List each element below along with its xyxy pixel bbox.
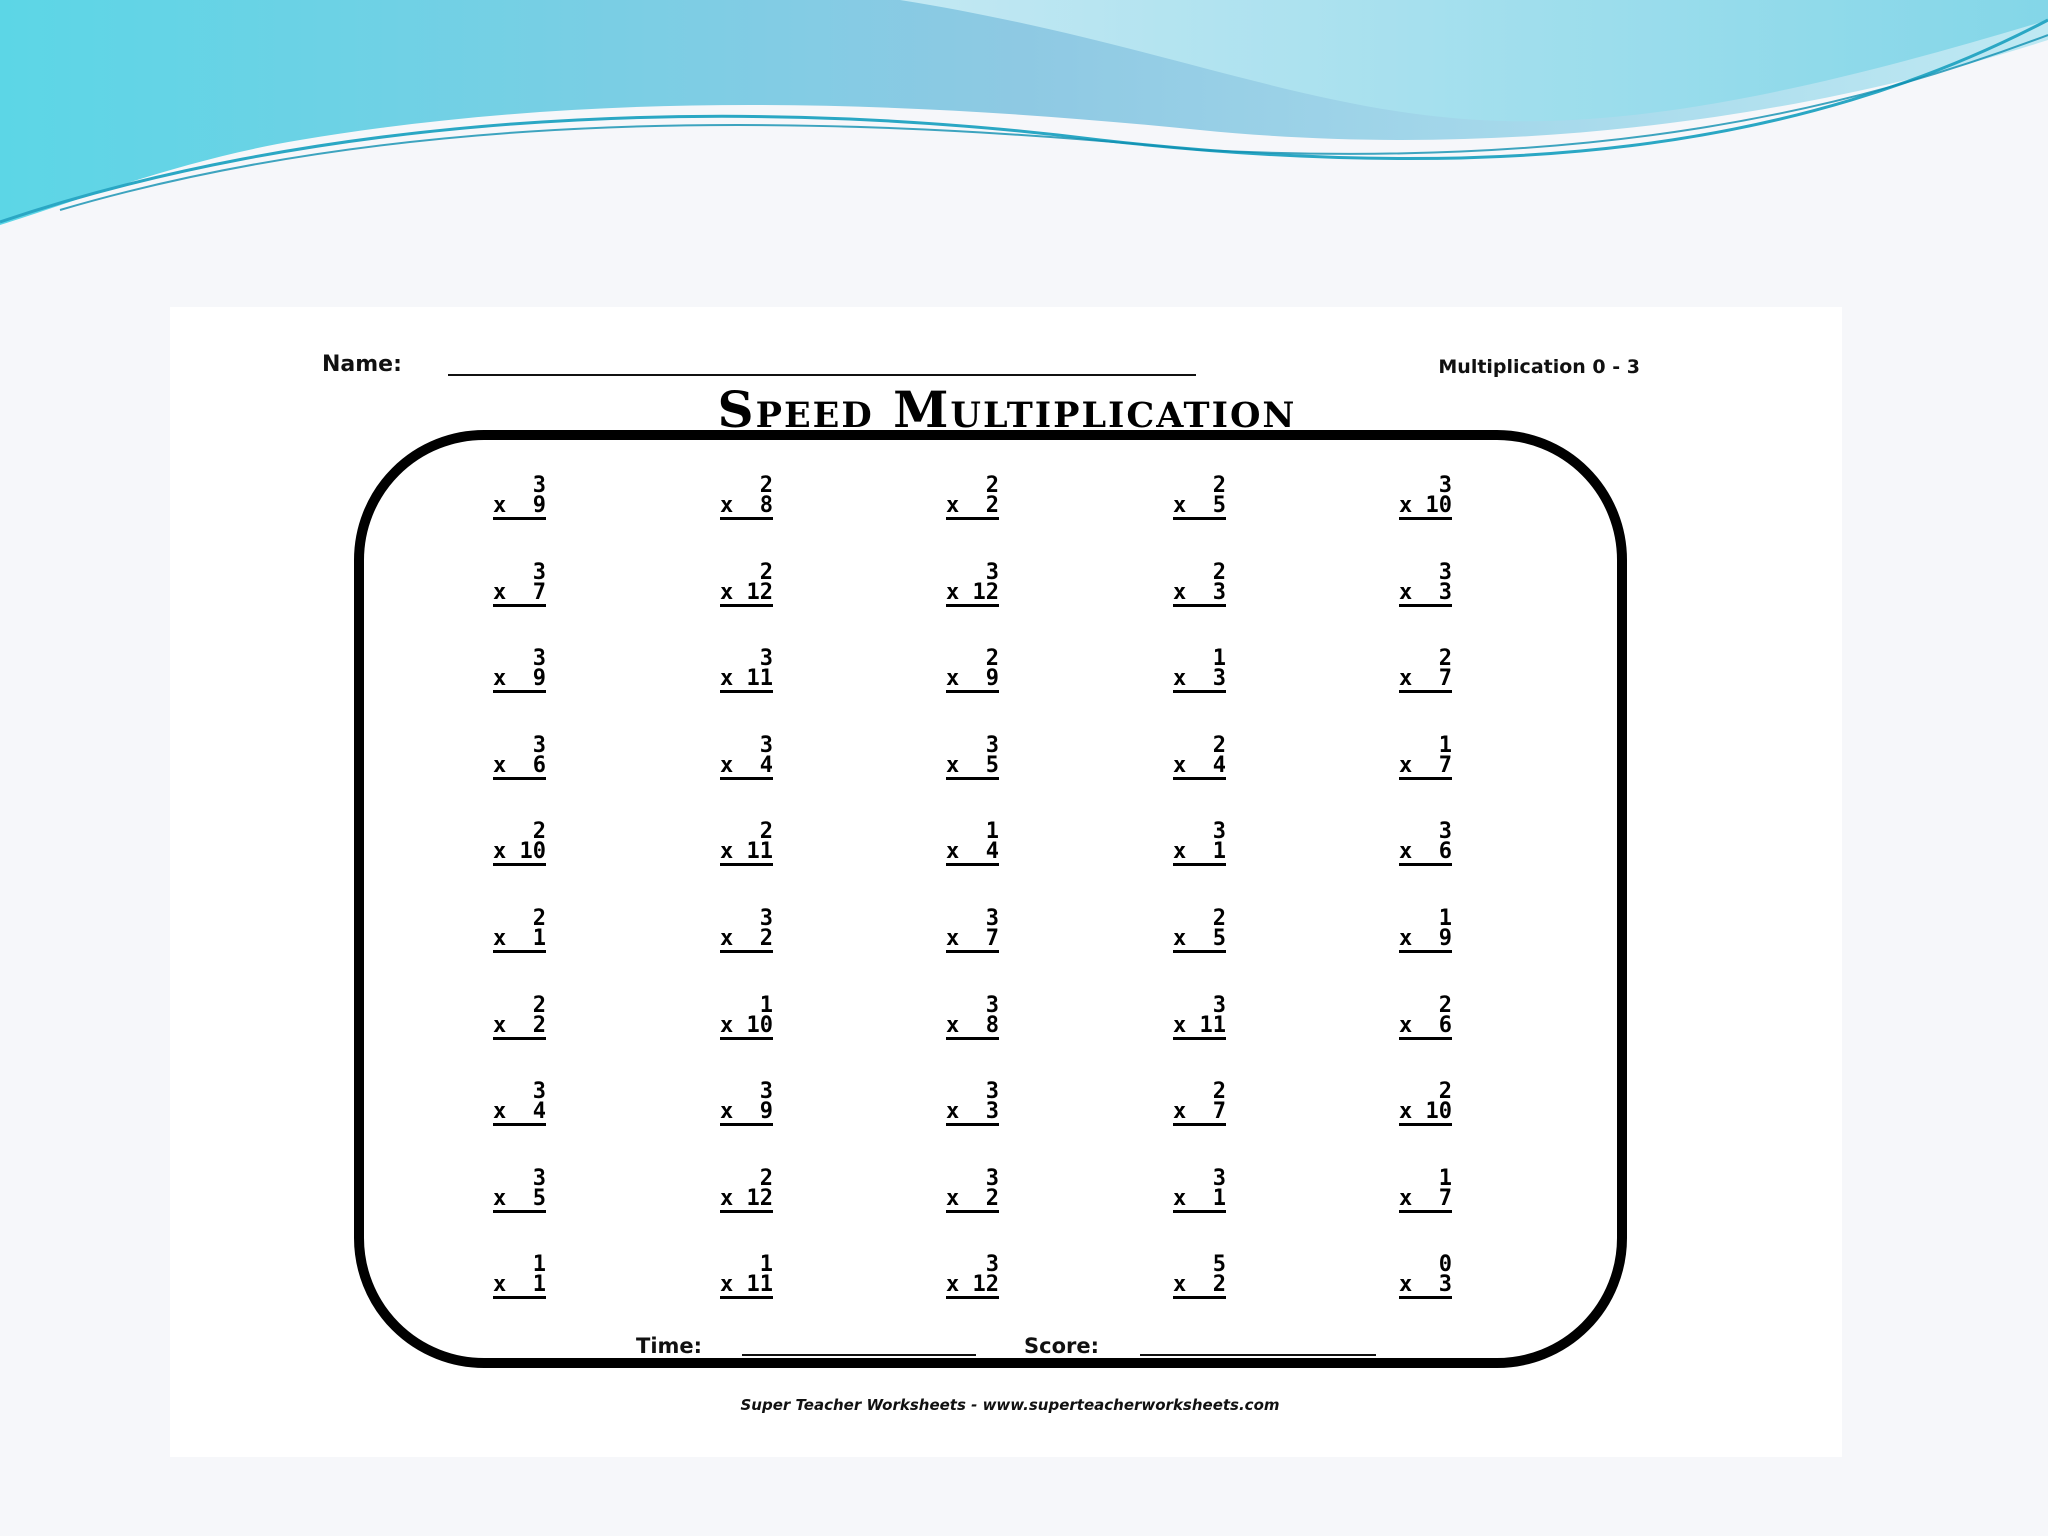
problem-3-3 (909, 646, 999, 693)
multiplicand: 3 (985, 906, 999, 931)
problem-10-2 (683, 1252, 773, 1299)
multiplicand: 2 (985, 646, 999, 672)
problem-6-1 (456, 906, 546, 953)
multiplicand: 1 (532, 1252, 546, 1278)
multiplicand: 1 (1438, 1165, 1452, 1191)
multiplier: x 3 (1399, 579, 1452, 605)
problem-3-4 (1136, 646, 1226, 693)
problem-4-4 (1136, 732, 1226, 780)
multiplier: x 3 (1173, 666, 1226, 692)
multiplicand: 2 (1212, 732, 1226, 758)
problem-9-5 (1362, 1165, 1452, 1213)
score-label: Score: (1024, 1334, 1099, 1358)
name-field-line (448, 374, 1196, 376)
multiplier: x 4 (493, 1099, 546, 1125)
multiplier: x 4 (946, 839, 999, 865)
multiplicand: 2 (532, 992, 546, 1018)
multiplicand: 2 (1438, 1079, 1452, 1105)
problem-7-1 (456, 992, 546, 1040)
multiplicand: 1 (1438, 732, 1452, 758)
multiplicand: 2 (1438, 646, 1452, 672)
multiplier: x 2 (946, 493, 999, 518)
multiplicand: 2 (532, 819, 546, 845)
multiplicand: 1 (759, 992, 773, 1018)
multiplier: x 5 (1173, 926, 1226, 951)
multiplier: x 7 (1399, 752, 1452, 778)
multiplier: x 10 (720, 1012, 773, 1038)
problem-3-5 (1362, 646, 1452, 693)
problem-1-4 (1136, 473, 1226, 520)
multiplicand: 2 (759, 1165, 773, 1191)
multiplier: x 12 (946, 579, 999, 605)
topic-label: Multiplication 0 - 3 (1438, 356, 1640, 378)
multiplier: x 11 (720, 1272, 773, 1298)
problem-7-5 (1362, 992, 1452, 1040)
multiplier: x 9 (493, 493, 546, 518)
multiplier: x 3 (1173, 579, 1226, 605)
multiplicand: 3 (532, 1079, 546, 1105)
multiplicand: 3 (532, 646, 546, 672)
problem-2-4 (1136, 559, 1226, 607)
problem-6-5 (1362, 906, 1452, 953)
problem-5-4 (1136, 819, 1226, 866)
multiplier: x 7 (1399, 666, 1452, 692)
problem-3-2 (683, 646, 773, 693)
problem-8-5 (1362, 1079, 1452, 1126)
multiplier: x 11 (720, 666, 773, 692)
multiplicand: 2 (1212, 906, 1226, 931)
multiplicand: 3 (532, 732, 546, 758)
problem-7-4 (1136, 992, 1226, 1040)
multiplier: x 5 (946, 752, 999, 778)
multiplier: x 6 (1399, 839, 1452, 865)
name-label: Name: (322, 352, 402, 377)
multiplier: x 1 (493, 926, 546, 951)
multiplicand: 2 (1212, 473, 1226, 498)
problem-7-3 (909, 992, 999, 1040)
multiplier: x 6 (493, 752, 546, 778)
multiplier: x 1 (1173, 839, 1226, 865)
multiplicand: 2 (1212, 559, 1226, 585)
multiplicand: 2 (1212, 1079, 1226, 1105)
multiplicand: 3 (759, 906, 773, 931)
multiplier: x 3 (1399, 1272, 1452, 1298)
multiplicand: 2 (759, 473, 773, 498)
multiplier: x 1 (493, 1272, 546, 1298)
problem-8-2 (683, 1079, 773, 1126)
time-field-line (742, 1354, 976, 1356)
problem-3-1 (456, 646, 546, 693)
problem-5-3 (909, 819, 999, 866)
multiplicand: 3 (759, 732, 773, 758)
problem-10-3 (909, 1252, 999, 1299)
multiplier: x 7 (1173, 1099, 1226, 1125)
multiplicand: 3 (985, 559, 999, 585)
multiplicand: 1 (759, 1252, 773, 1278)
multiplier: x 2 (946, 1185, 999, 1211)
worksheet-title: Speed Multiplication (717, 380, 1297, 439)
problem-5-5 (1362, 819, 1452, 866)
multiplicand: 1 (1212, 646, 1226, 672)
problem-1-5 (1362, 473, 1452, 520)
multiplicand: 3 (1438, 473, 1452, 498)
multiplier: x 11 (720, 839, 773, 865)
problem-4-1 (456, 732, 546, 780)
multiplicand: 3 (985, 992, 999, 1018)
multiplier: x 7 (493, 579, 546, 605)
multiplicand: 2 (985, 473, 999, 498)
problem-4-3 (909, 732, 999, 780)
multiplier: x 1 (1173, 1185, 1226, 1211)
multiplier: x 9 (493, 666, 546, 692)
multiplier: x 4 (1173, 752, 1226, 778)
multiplicand: 3 (759, 646, 773, 672)
multiplier: x 9 (946, 666, 999, 692)
problem-9-3 (909, 1165, 999, 1213)
multiplier: x 3 (946, 1099, 999, 1125)
problem-4-2 (683, 732, 773, 780)
multiplicand: 3 (985, 1079, 999, 1105)
multiplier: x 10 (1399, 1099, 1452, 1125)
multiplicand: 2 (759, 559, 773, 585)
problem-9-2 (683, 1165, 773, 1213)
problem-6-3 (909, 906, 999, 953)
problem-6-4 (1136, 906, 1226, 953)
multiplicand: 3 (532, 559, 546, 585)
multiplier: x 10 (493, 839, 546, 865)
multiplier: x 12 (720, 1185, 773, 1211)
problem-8-1 (456, 1079, 546, 1126)
multiplier: x 11 (1173, 1012, 1226, 1038)
problem-10-5 (1362, 1252, 1452, 1299)
problem-2-3 (909, 559, 999, 607)
problem-9-1 (456, 1165, 546, 1213)
multiplicand: 3 (985, 1252, 999, 1278)
problem-8-3 (909, 1079, 999, 1126)
problem-9-4 (1136, 1165, 1226, 1213)
multiplicand: 3 (759, 1079, 773, 1105)
problem-10-4 (1136, 1252, 1226, 1299)
multiplicand: 3 (532, 473, 546, 498)
worksheet-credit: Super Teacher Worksheets - www.superteacherworksheets.com (740, 1396, 1280, 1414)
decorative-wave-banner (0, 0, 2048, 240)
multiplicand: 2 (532, 906, 546, 931)
multiplier: x 6 (1399, 1012, 1452, 1038)
multiplicand: 3 (532, 1165, 546, 1191)
multiplicand: 3 (1212, 819, 1226, 845)
score-field-line (1140, 1354, 1376, 1356)
multiplicand: 1 (1438, 906, 1452, 931)
multiplier: x 9 (1399, 926, 1452, 951)
multiplier: x 7 (1399, 1185, 1452, 1211)
problem-2-2 (683, 559, 773, 607)
problem-1-2 (683, 473, 773, 520)
multiplicand: 3 (1212, 992, 1226, 1018)
multiplier: x 12 (720, 579, 773, 605)
multiplicand: 3 (985, 732, 999, 758)
multiplier: x 7 (946, 926, 999, 951)
problem-2-5 (1362, 559, 1452, 607)
problem-5-1 (456, 819, 546, 866)
multiplier: x 5 (1173, 493, 1226, 518)
multiplier: x 10 (1399, 493, 1452, 518)
multiplicand: 3 (1438, 819, 1452, 845)
problem-1-3 (909, 473, 999, 520)
multiplier: x 9 (720, 1099, 773, 1125)
multiplicand: 3 (1212, 1165, 1226, 1191)
problem-5-2 (683, 819, 773, 866)
multiplier: x 12 (946, 1272, 999, 1298)
problem-8-4 (1136, 1079, 1226, 1126)
problem-7-2 (683, 992, 773, 1040)
problem-1-1 (456, 473, 546, 520)
multiplier: x 2 (720, 926, 773, 951)
multiplier: x 2 (1173, 1272, 1226, 1298)
time-label: Time: (636, 1334, 703, 1358)
multiplicand: 0 (1438, 1252, 1452, 1278)
problem-4-5 (1362, 732, 1452, 780)
multiplicand: 5 (1212, 1252, 1226, 1278)
multiplier: x 5 (493, 1185, 546, 1211)
multiplicand: 3 (1438, 559, 1452, 585)
multiplicand: 1 (985, 819, 999, 845)
multiplier: x 4 (720, 752, 773, 778)
multiplicand: 2 (1438, 992, 1452, 1018)
multiplicand: 3 (985, 1165, 999, 1191)
multiplier: x 8 (946, 1012, 999, 1038)
problem-10-1 (456, 1252, 546, 1299)
problem-2-1 (456, 559, 546, 607)
multiplicand: 2 (759, 819, 773, 845)
multiplier: x 2 (493, 1012, 546, 1038)
problem-6-2 (683, 906, 773, 953)
multiplier: x 8 (720, 493, 773, 518)
